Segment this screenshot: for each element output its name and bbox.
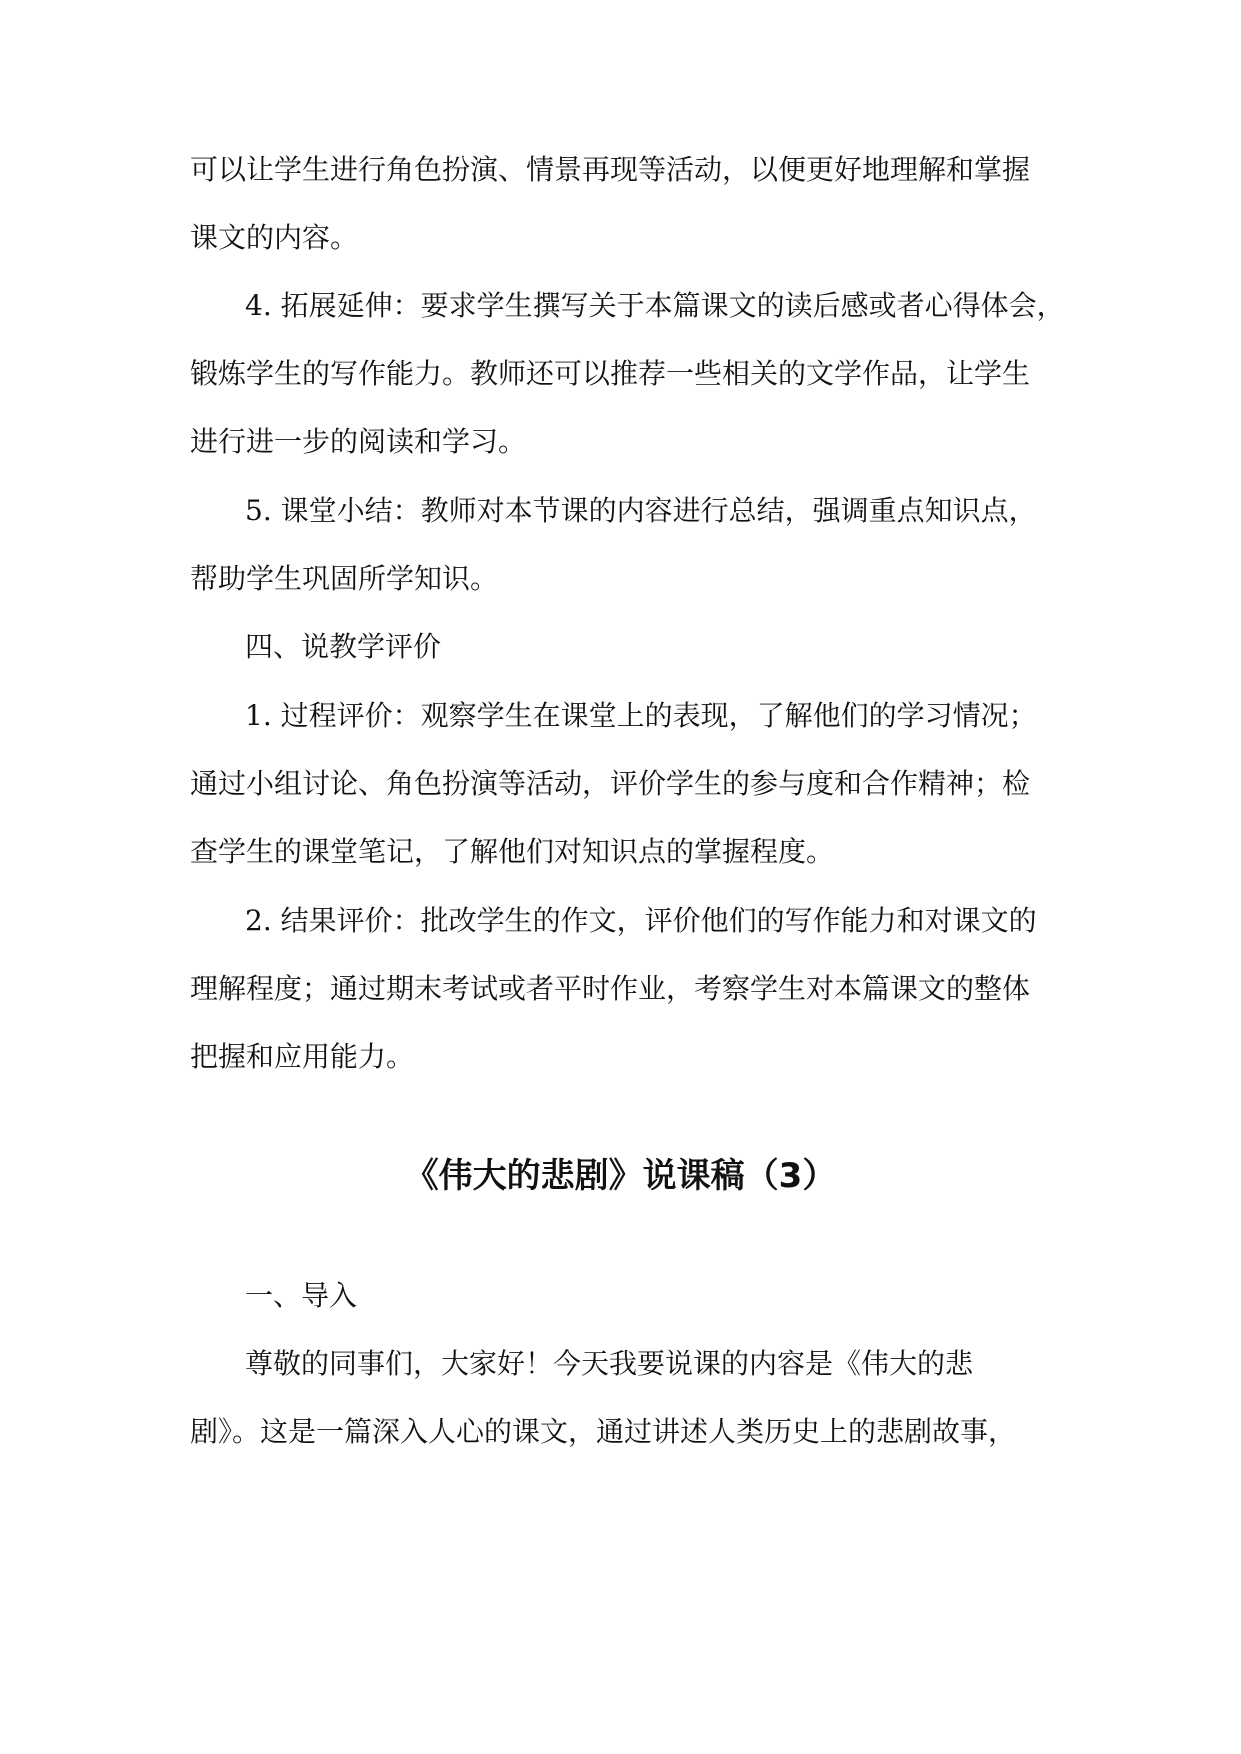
paragraph-line: 1. 过程评价：观察学生在课堂上的表现，了解他们的学习情况； <box>245 699 1037 732</box>
paragraph-line: 锻炼学生的写作能力。教师还可以推荐一些相关的文学作品，让学生 <box>190 357 1031 390</box>
paragraph-line: 4. 拓展延伸：要求学生撰写关于本篇课文的读后感或者心得体会， <box>245 289 1065 322</box>
section-heading: 四、说教学评价 <box>245 630 442 663</box>
paragraph-line: 帮助学生巩固所学知识。 <box>190 562 499 595</box>
paragraph-line: 把握和应用能力。 <box>190 1040 415 1073</box>
paragraph-line: 可以让学生进行角色扮演、情景再现等活动，以便更好地理解和掌握 <box>190 153 1031 186</box>
paragraph-line: 课文的内容。 <box>190 221 359 254</box>
paragraph-line: 剧》。这是一篇深入人心的课文，通过讲述人类历史上的悲剧故事， <box>190 1415 1017 1448</box>
section-heading: 一、导入 <box>245 1279 358 1312</box>
paragraph-line: 查学生的课堂笔记，了解他们对知识点的掌握程度。 <box>190 835 835 868</box>
paragraph-line: 通过小组讨论、角色扮演等活动，评价学生的参与度和合作精神；检 <box>190 767 1031 800</box>
paragraph-line: 尊敬的同事们，大家好！今天我要说课的内容是《伟大的悲 <box>245 1347 974 1380</box>
paragraph-line: 理解程度；通过期末考试或者平时作业，考察学生对本篇课文的整体 <box>190 972 1031 1005</box>
document-title: 《伟大的悲剧》说课稿（3） <box>404 1156 837 1196</box>
paragraph-line: 5. 课堂小结：教师对本节课的内容进行总结，强调重点知识点， <box>245 494 1037 527</box>
paragraph-line: 进行进一步的阅读和学习。 <box>190 425 527 458</box>
paragraph-line: 2. 结果评价：批改学生的作文，评价他们的写作能力和对课文的 <box>245 904 1037 937</box>
